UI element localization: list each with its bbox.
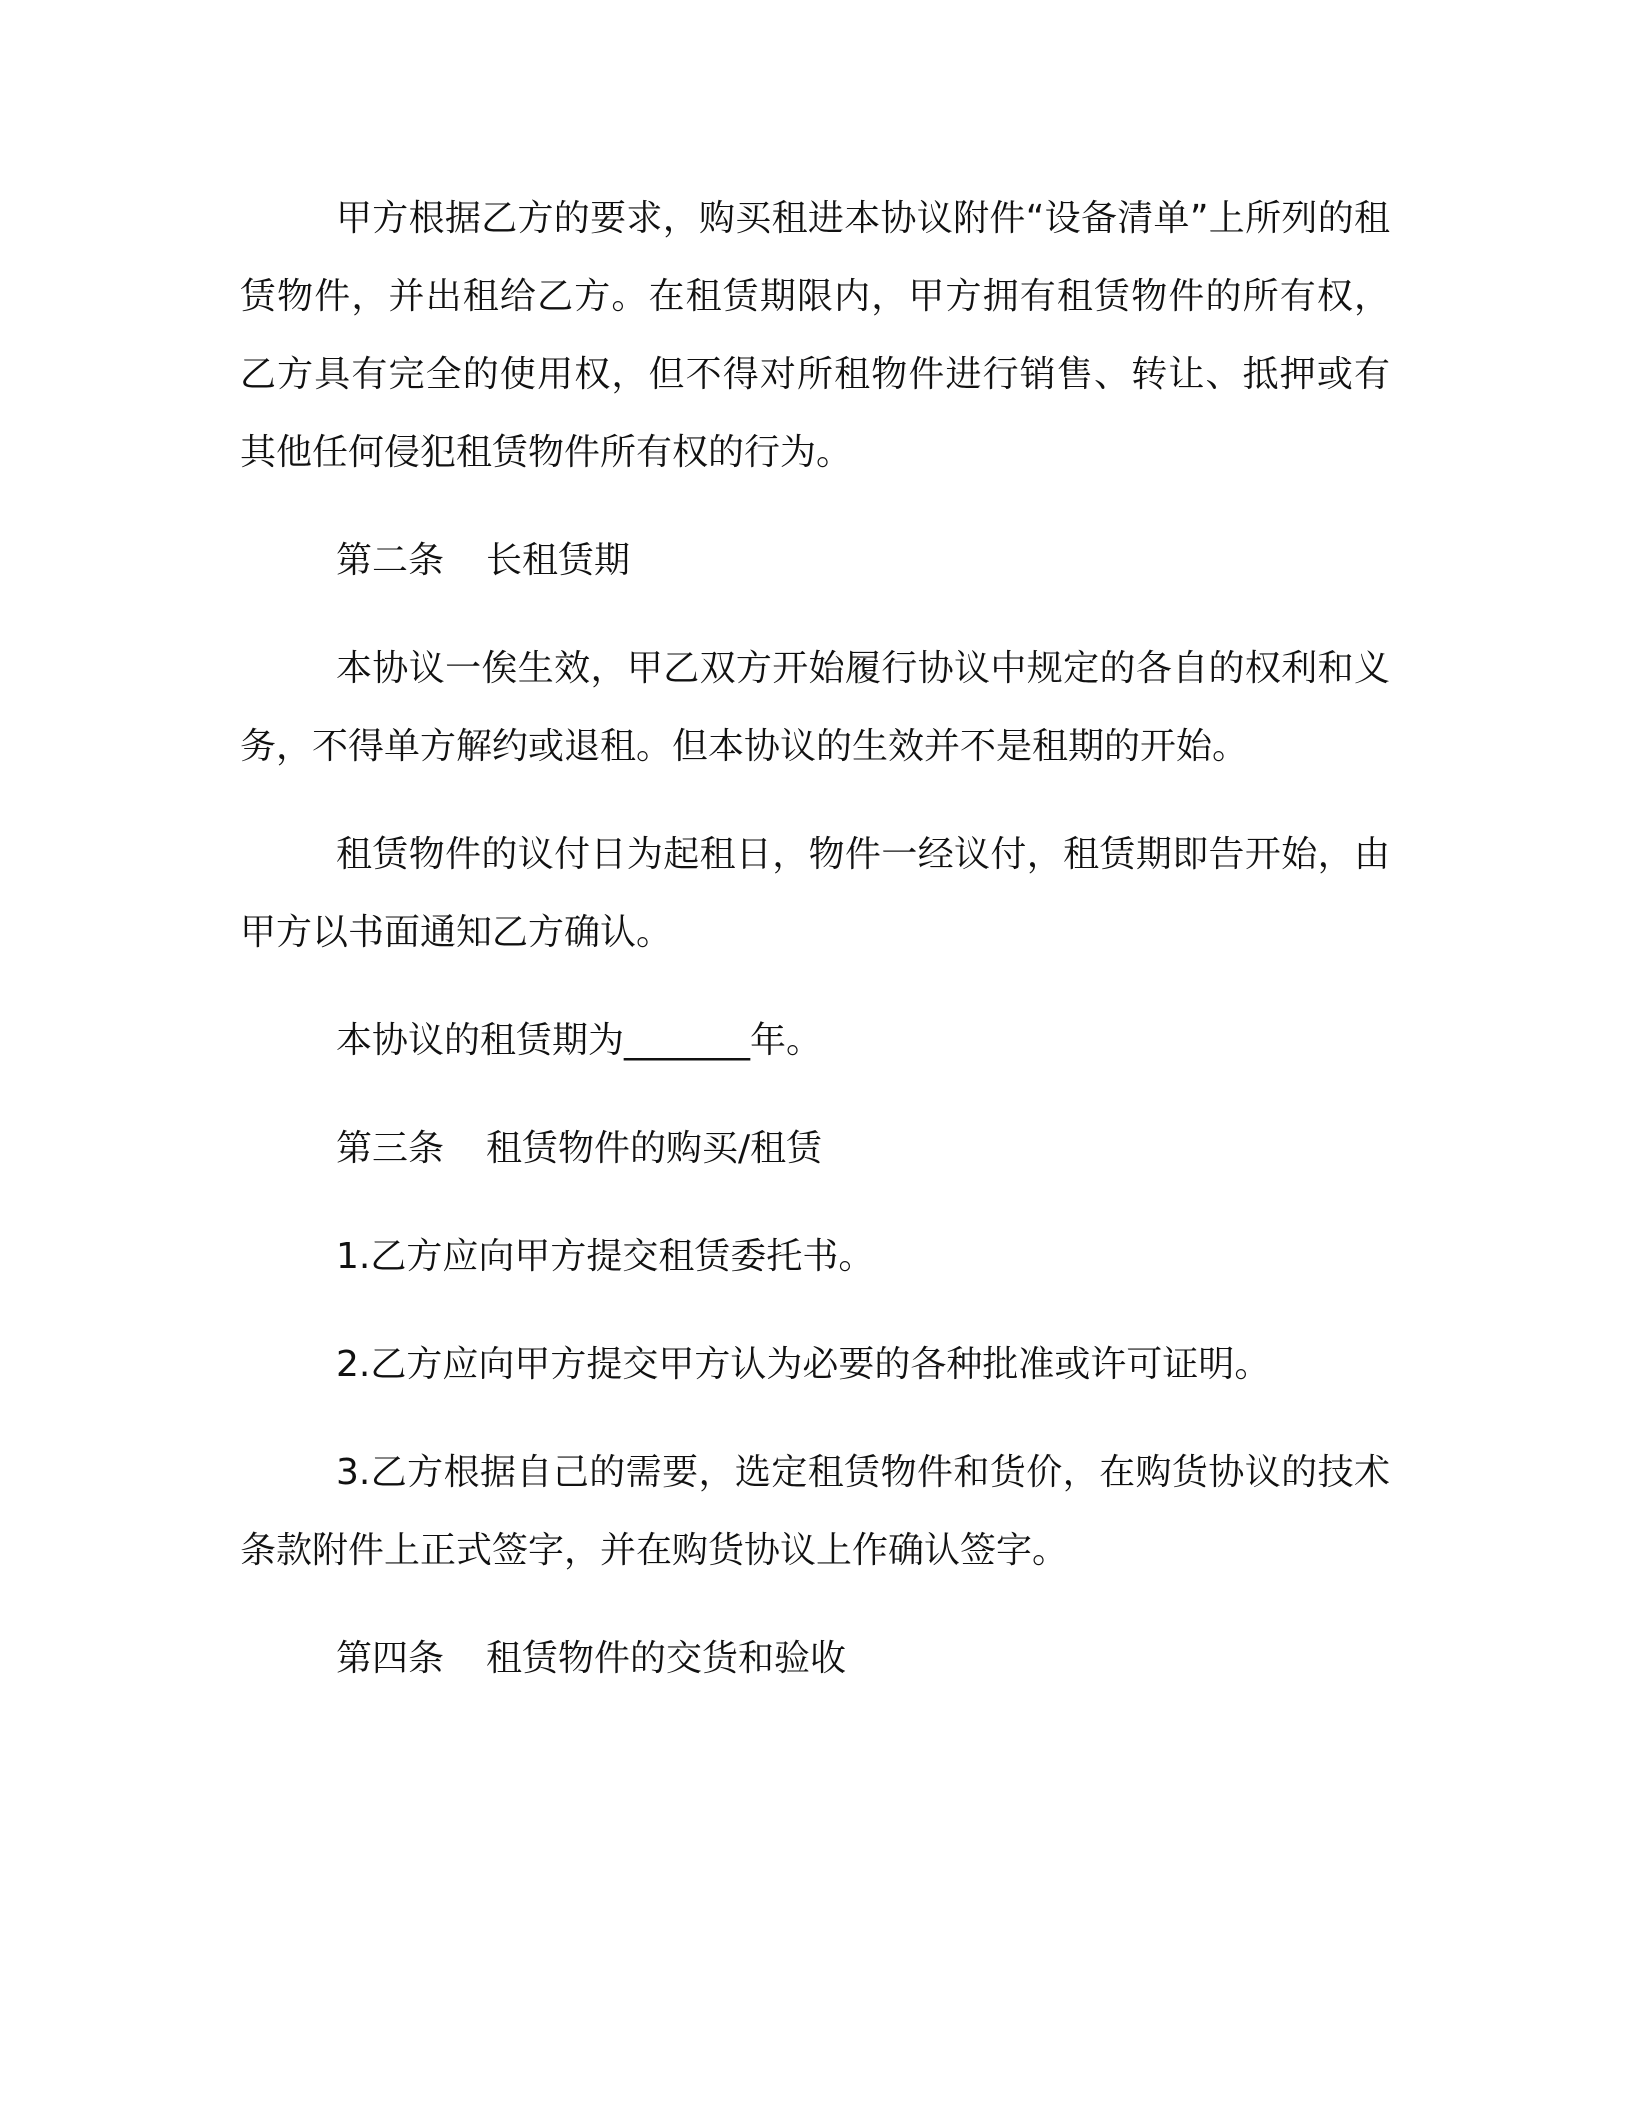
article-3-title: 租赁物件的购买/租赁	[486, 1128, 823, 1169]
article-2-number: 第二条	[336, 540, 445, 581]
document-body	[240, 180, 1390, 1728]
article-4-title: 租赁物件的交货和验收	[486, 1638, 847, 1679]
article-3-number: 第三条	[336, 1128, 445, 1169]
list-item-2: 2.乙方应向甲方提交甲方认为必要的各种批准或许可证明。	[336, 1344, 1271, 1385]
article-4-heading	[240, 1620, 1390, 1698]
paragraph-lease-term: 本协议的租赁期为_______年。	[336, 1020, 823, 1061]
paragraph-effectiveness: 本协议一俟生效，甲乙双方开始履行协议中规定的各自的权利和义务，不得单方解约或退租。但本协议的生效并不是租期的开始。	[240, 648, 1390, 767]
article-2-title: 长租赁期	[486, 540, 631, 581]
article-4-number: 第四条	[336, 1638, 445, 1679]
paragraph-ownership: 甲方根据乙方的要求，购买租进本协议附件“设备清单”上所列的租赁物件，并出租给乙方。在租赁期限内，甲方拥有租赁物件的所有权，乙方具有完全的使用权，但不得对所租物件进行销售、转让、抵押或有其他任何侵犯租赁物件所有权的行为。	[240, 198, 1390, 473]
list-item-3: 3.乙方根据自己的需要，选定租赁物件和货价，在购货协议的技术条款附件上正式签字，并在购货协议上作确认签字。	[240, 1452, 1390, 1571]
article-2-heading	[240, 522, 1390, 600]
list-item-1: 1.乙方应向甲方提交租赁委托书。	[336, 1236, 875, 1277]
paragraph-start-date: 租赁物件的议付日为起租日，物件一经议付，租赁期即告开始，由甲方以书面通知乙方确认。	[240, 834, 1390, 953]
article-3-heading	[240, 1110, 1390, 1188]
